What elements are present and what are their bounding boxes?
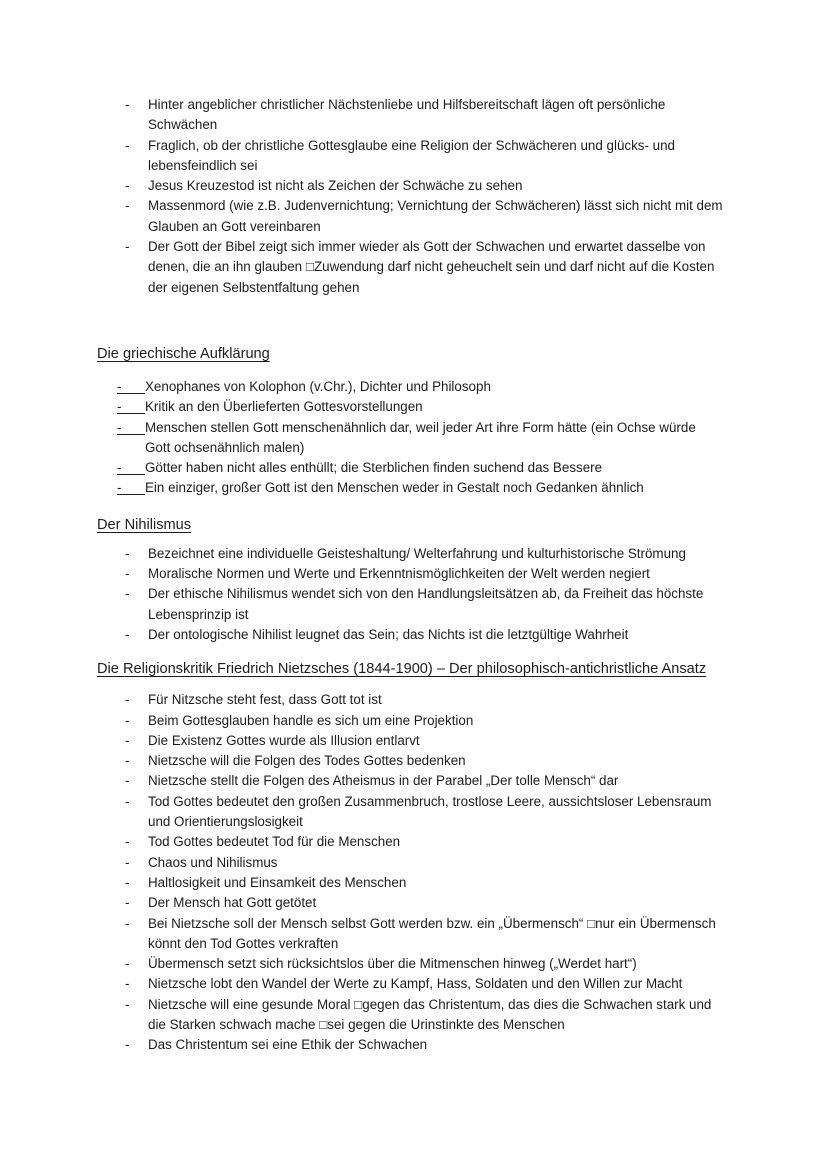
list-item-text: Götter haben nicht alles enthüllt; die Sterblichen finden suchend das Bessere [145, 460, 603, 476]
list-item-text: Moralische Normen und Werte und Erkenntnismöglichkeiten der Welt werden negiert [148, 566, 650, 582]
list-item-text: Der Mensch hat Gott getötet [148, 895, 317, 911]
section-heading-nihilismus: Der Nihilismus [97, 516, 192, 533]
list-item-text: Nietzsche lobt den Wandel der Werte zu Kampf, Hass, Soldaten und den Willen zur Macht [148, 976, 683, 992]
list-item-text: Ein einziger, großer Gott ist den Menschen weder in Gestalt noch Gedanken ähnlich [145, 480, 644, 496]
list-item-text: Nietzsche stellt die Folgen des Atheismus in der Parabel „Der tolle Mensch“ dar [148, 773, 619, 789]
list-item-text: Massenmord (wie z.B. Judenvernichtung; Vernichtung der Schwächeren) lässt sich nicht mit dem Glauben an Gott vereinbaren [148, 198, 723, 234]
list-item [97, 853, 733, 873]
bullet-dash-underlined: - [117, 458, 145, 478]
list-item [97, 418, 733, 459]
bullet-dash: - [125, 976, 130, 992]
list-item-text: Jesus Kreuzestod ist nicht als Zeichen der Schwäche zu sehen [148, 178, 523, 194]
bullet-dash: - [125, 626, 130, 642]
bullet-dash-underlined: - [117, 418, 145, 438]
bullet-dash: - [125, 732, 130, 748]
bullet-dash: - [125, 793, 130, 809]
list-item-text: Nietzsche will die Folgen des Todes Gottes bedenken [148, 753, 466, 769]
bullet-dash: - [125, 895, 130, 911]
list-item-text: Chaos und Nihilismus [148, 854, 278, 870]
bullet-dash: - [125, 692, 130, 708]
list-item [97, 458, 733, 478]
list-item-text: Haltlosigkeit und Einsamkeit des Menschen [148, 874, 407, 890]
bullet-list-intro [97, 95, 733, 298]
bullet-dash: - [125, 545, 130, 561]
list-item-text: Tod Gottes bedeutet Tod für die Menschen [148, 834, 401, 850]
list-item [97, 95, 733, 136]
list-item-text: Fraglich, ob der christliche Gottesglaube eine Religion der Schwächeren und glücks- und lebensfeindlich sei [148, 137, 675, 173]
list-item [97, 974, 733, 994]
bullet-dash: - [125, 874, 130, 890]
bullet-dash-underlined: - [117, 377, 145, 397]
bullet-dash: - [125, 178, 130, 194]
list-item-text: Tod Gottes bedeutet den großen Zusammenbruch, trostlose Leere, aussichtsloser Lebensraum und Orientierungslosigkeit [148, 793, 712, 830]
bullet-dash-underlined: - [117, 397, 145, 417]
list-item [97, 397, 733, 417]
list-item [97, 625, 733, 645]
list-item [97, 1035, 733, 1055]
list-item-text: Xenophanes von Kolophon (v.Chr.), Dichter und Philosoph [145, 378, 491, 394]
list-item [97, 584, 733, 625]
list-item [97, 832, 733, 852]
bullet-list-griechische-aufklaerung [97, 377, 733, 499]
bullet-dash: - [125, 239, 130, 255]
bullet-dash: - [125, 97, 130, 112]
list-item [97, 751, 733, 771]
bullet-dash: - [125, 712, 130, 728]
list-item [97, 544, 733, 564]
list-item [97, 690, 733, 710]
list-item-text: Kritik an den Überlieferten Gottesvorstellungen [145, 399, 423, 415]
list-item-text: Der ethische Nihilismus wendet sich von den Handlungsleitsätzen ab, da Freiheit das höchste Lebensprinzip ist [148, 586, 704, 622]
list-item [97, 564, 733, 584]
list-item [97, 792, 733, 833]
list-item [97, 995, 733, 1036]
list-item [97, 954, 733, 974]
list-item [97, 377, 733, 397]
list-item-text: Übermensch setzt sich rücksichtslos über die Mitmenschen hinweg („Werdet hart“) [148, 956, 637, 972]
bullet-dash: - [125, 198, 130, 214]
document-content [97, 0, 733, 1056]
list-item-text: Bei Nietzsche soll der Mensch selbst Gott werden bzw. ein „Übermensch“ □nur ein Übermensch könnt den Tod Gottes verkraften [148, 915, 716, 951]
list-item [97, 873, 733, 893]
list-item [97, 196, 733, 237]
list-item [97, 771, 733, 791]
list-item-text: Hinter angeblicher christlicher Nächstenliebe und Hilfsbereitschaft lägen oft persönliche Schwächen [148, 97, 666, 133]
bullet-dash: - [125, 753, 130, 769]
bullet-dash: - [125, 956, 130, 972]
list-item-text: Menschen stellen Gott menschenähnlich dar, weil jeder Art ihre Form hätte (ein Ochse würde Gott ochsenähnlich malen) [145, 419, 696, 455]
list-item [97, 893, 733, 913]
list-item-text: Der ontologische Nihilist leugnet das Sein; das Nichts ist die letztgültige Wahrheit [148, 626, 629, 642]
bullet-dash: - [125, 854, 130, 870]
list-item-text: Nietzsche will eine gesunde Moral □gegen das Christentum, das dies die Schwachen stark und die Starken schwach mache □sei gegen die Urinstinkte des Menschen [148, 996, 712, 1032]
bullet-dash: - [125, 834, 130, 850]
bullet-dash: - [125, 566, 130, 582]
list-item [97, 914, 733, 955]
bullet-dash: - [125, 915, 130, 931]
bullet-dash: - [125, 996, 130, 1012]
section-heading-griechische-aufklaerung: Die griechische Aufklärung [97, 345, 270, 362]
list-item [97, 237, 733, 298]
list-item [97, 731, 733, 751]
list-item-text: Für Nitzsche steht fest, dass Gott tot ist [148, 692, 382, 708]
list-item-text: Die Existenz Gottes wurde als Illusion entlarvt [148, 732, 420, 748]
list-item [97, 711, 733, 731]
bullet-dash: - [125, 137, 130, 153]
bullet-dash-underlined: - [117, 478, 145, 498]
list-item [97, 176, 733, 196]
bullet-list-nihilismus [97, 544, 733, 645]
list-item-text: Bezeichnet eine individuelle Geisteshaltung/ Welterfahrung und kulturhistorische Strömung [148, 545, 686, 561]
section-heading-religionskritik-nietzsche: Die Religionskritik Friedrich Nietzsches (1844-1900) – Der philosophisch-antichristliche Ansatz [97, 661, 707, 678]
list-item-text: Beim Gottesglauben handle es sich um eine Projektion [148, 712, 474, 728]
list-item-text: Der Gott der Bibel zeigt sich immer wieder als Gott der Schwachen und erwartet dasselbe von denen, die an ihn glauben □Zuwendung darf nicht geheuchelt sein und darf nicht auf die Kosten der eigenen Selbstentfaltung gehen [148, 239, 715, 295]
bullet-list-religionskritik-nietzsche [97, 690, 733, 1055]
list-item [97, 136, 733, 177]
list-item-text: Das Christentum sei eine Ethik der Schwachen [148, 1037, 428, 1053]
bullet-dash: - [125, 773, 130, 789]
bullet-dash: - [125, 1037, 130, 1053]
list-item [97, 478, 733, 498]
bullet-dash: - [125, 586, 130, 602]
